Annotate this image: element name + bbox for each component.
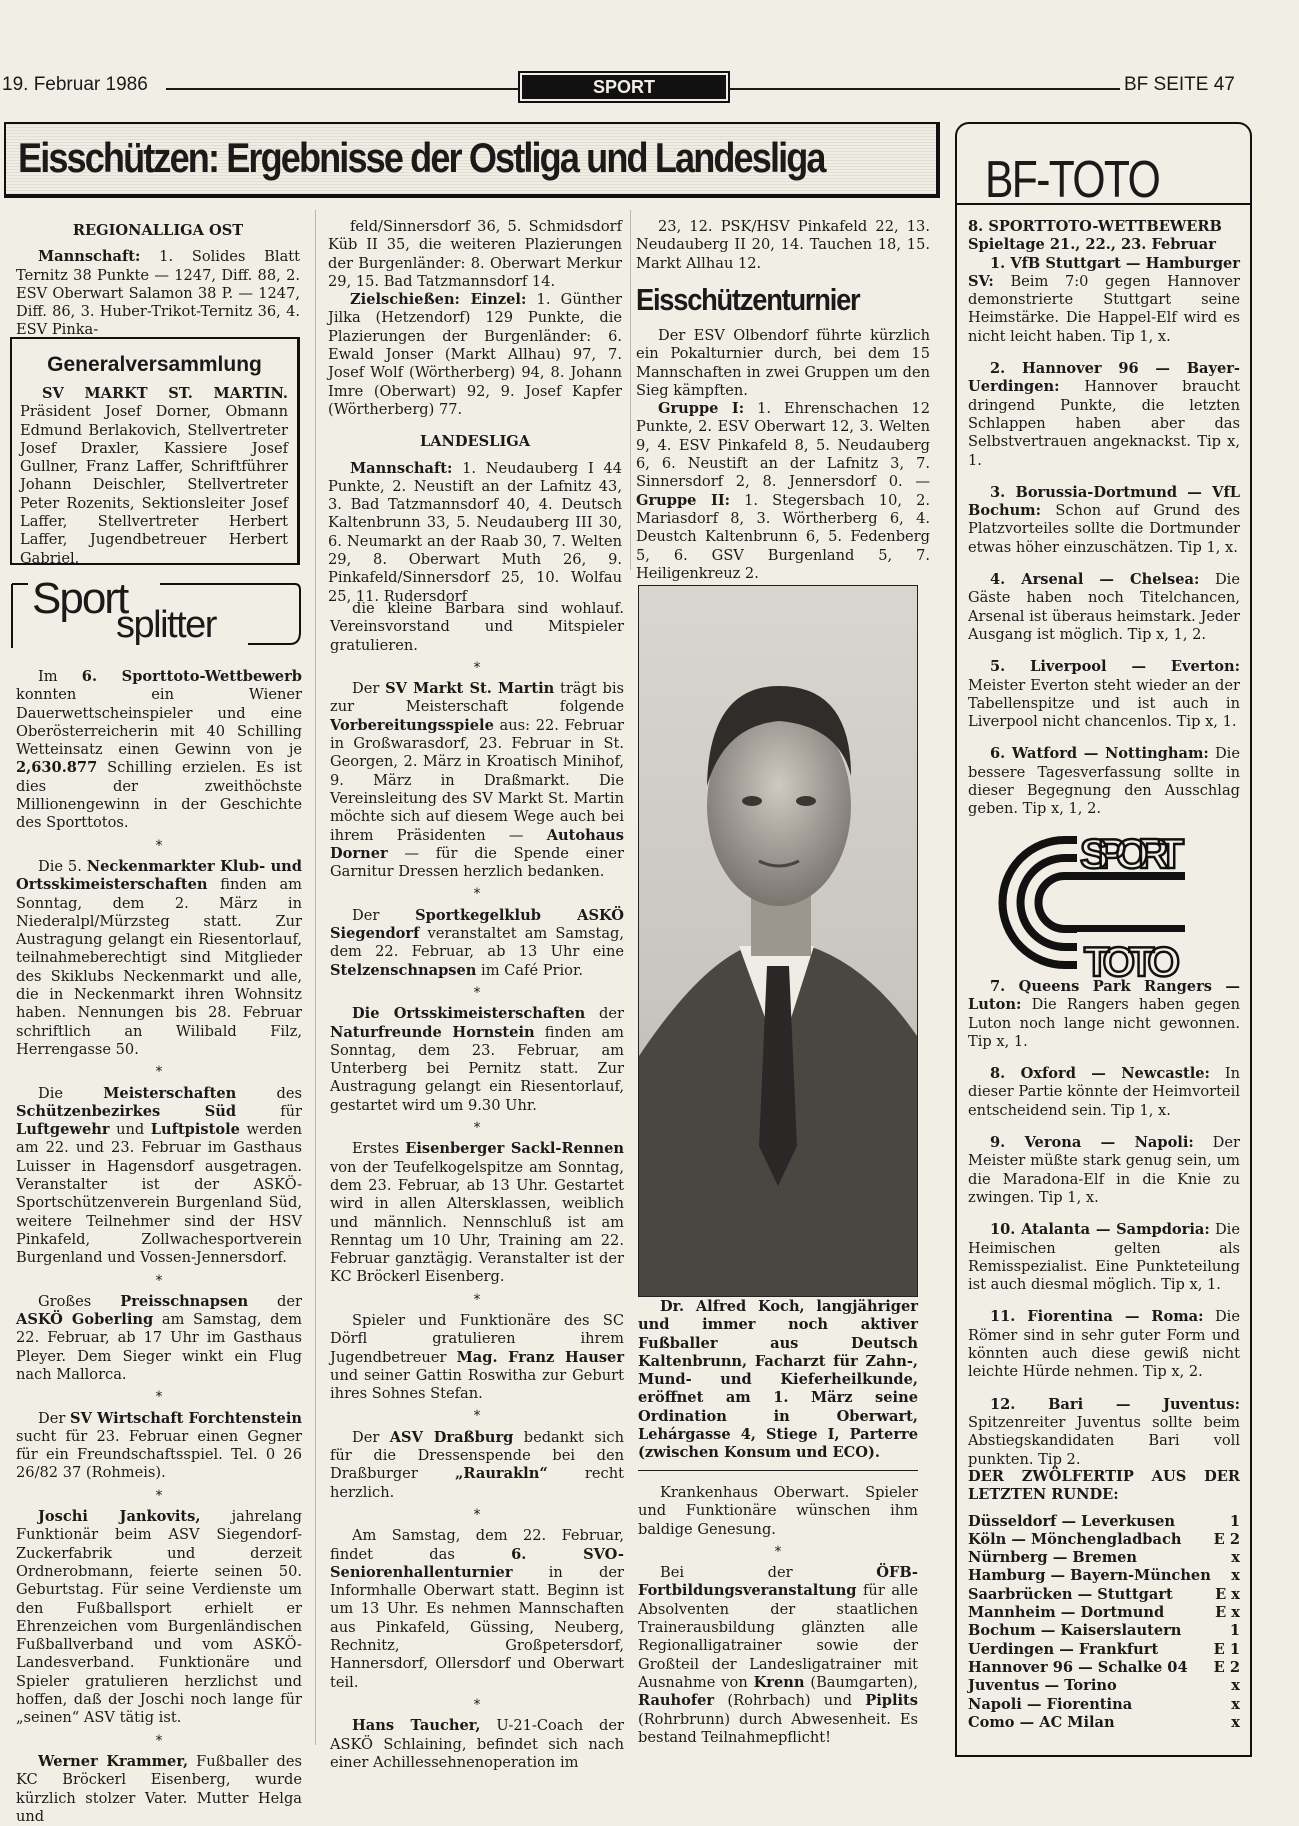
text: veranstaltet am Samstag, dem 22. Februar, ab 13 Uhr eine: [330, 925, 624, 961]
zwoelfertip-row: [968, 1604, 1240, 1622]
paragraph: [968, 360, 1240, 470]
paragraph: [16, 248, 300, 339]
bold-text: Eisenberger Sackl-Rennen: [405, 1140, 624, 1158]
bold-text: 6. Sporttoto-Wettbewerb: [81, 668, 302, 685]
bold-text: Piplits: [865, 1692, 918, 1710]
paragraph: [968, 745, 1240, 818]
asterisk-separator: *: [473, 1408, 481, 1425]
article-eisschuetzenturnier: [636, 327, 930, 583]
bold-text: 12. Bari — Juventus:: [990, 1395, 1240, 1413]
text: finden am Sonntag, dem 2. März in Niederalpl/Mürzsteg statt. Zur Austragung gelangt ein Riesentorlauf, teilnahmeberechtigt sind Mitglieder des Skiklubs Neckenmarkt und alle, die in Neckenmarkt ihren Wohnsitz haben. Nennungen bis 28. Februar schriftlich an Wilibald Filz, Herrengasse 50.: [16, 876, 302, 1058]
text: für alle Absolventen der staatlichen Trainerausbildung glänzten alle Regionalligatrainer sowie der Großteil der Landesligatrainer mit Ausnahme von: [638, 1582, 918, 1691]
paragraph: [638, 1484, 918, 1539]
portrait-illustration: [639, 586, 917, 1296]
text: 1. Stegersbach 10, 2. Mariasdorf 8, 3. Wörtherberg 6, 4. Deustch Kaltenbrunn 6, 5. Fedenberg 5, 6. GSV Burgenland 5, 7. Heiligenkreuz 2.: [636, 491, 931, 582]
zwoelfertip-title: DER ZWÖLFERTIP AUS DER LETZTEN RUNDE:: [968, 1468, 1240, 1504]
text: Krankenhaus Oberwart. Spieler und Funktionäre wünschen ihm baldige Genesung.: [638, 1484, 918, 1538]
bold-text: Gruppe II:: [636, 491, 731, 509]
text: 1. Solides Blatt Ternitz 38 Punkte — 1247, Diff. 88, 2. ESV Oberwart Salamon 38 P. — 1247, Diff. 86, 3. Huber-Trikot-Ternitz 36, 4. ESV Pinka-: [16, 248, 300, 339]
paragraph: [968, 1065, 1240, 1120]
paragraph: [328, 460, 622, 606]
sport-toto-logo-graphic: [985, 820, 1210, 985]
text: im Café Prior.: [476, 961, 583, 979]
zwoelfertip-row: [968, 1622, 1240, 1640]
text: Die Heimischen gelten als Remisspezialist. Eine Punkteteilung ist auch diesmal möglich. Tip x, 1.: [968, 1221, 1240, 1294]
bold-text: Preisschnapsen: [120, 1292, 249, 1310]
text: Großes: [38, 1292, 121, 1310]
tip: x: [1231, 1695, 1240, 1713]
asterisk-separator: *: [155, 1389, 163, 1406]
text: Fußballer des KC Bröckerl Eisenberg, wurde kürzlich stolzer Vater. Mutter Helga und: [16, 1752, 302, 1825]
paragraph: [968, 1396, 1240, 1469]
paragraph: [16, 668, 302, 833]
section-label-box: [518, 71, 730, 103]
match: Uerdingen — Frankfurt: [968, 1640, 1159, 1658]
match: Mannheim — Dortmund: [968, 1604, 1165, 1622]
bold-text: Luftpistole: [150, 1121, 240, 1139]
asterisk-separator: *: [473, 1506, 481, 1523]
asterisk-separator: *: [473, 886, 481, 903]
text: Der: [352, 906, 416, 924]
bold-text: Rauhofer: [638, 1692, 715, 1710]
text: 1. Günther Jilka (Hetzendorf) 129 Punkte, die Plazierungen der Burgenländer: 6. Ewald Jonser (Markt Allhau) 97, 7. Josef Wolf (Wörtherberg) 94, 8. Johann Imre (Oberwart) 92, 9. Josef Kapfer (Wörtherberg) 77.: [328, 291, 622, 418]
match: Hannover 96 — Schalke 04: [968, 1658, 1188, 1676]
text: Hannover braucht dringend Punkte, die letzten Schlappen haben aber das Selbstvertrauen angeknackst. Tip x, 1.: [968, 378, 1240, 469]
bold-text: 1. VfB Stuttgart — Hamburger SV:: [968, 254, 1240, 290]
text: Der: [352, 1428, 390, 1446]
zwoelfertip-row: [968, 1531, 1240, 1549]
paragraph: [330, 907, 624, 980]
paragraph: [328, 218, 622, 291]
asterisk-separator: *: [473, 659, 481, 676]
bold-text: ASKÖ Goberling: [16, 1311, 154, 1329]
match: Köln — Mönchengladbach: [968, 1530, 1182, 1548]
paragraph: [16, 1085, 302, 1268]
text: am Samstag, dem 22. Februar, ab 17 Uhr im Gasthaus Pleyer. Dem Sieger winkt ein Flug nach Mallorca.: [16, 1311, 302, 1383]
text: Der: [352, 680, 386, 698]
bold-text: Mannschaft:: [350, 459, 453, 477]
match: Düsseldorf — Leverkusen: [968, 1512, 1176, 1530]
paragraph: [636, 327, 930, 400]
zwoelfertip-row: [968, 1567, 1240, 1585]
match: Como — AC Milan: [968, 1713, 1115, 1731]
asterisk-separator: *: [774, 1543, 782, 1560]
bold-text: 8. Oxford — Newcastle:: [990, 1065, 1210, 1083]
text: Die Römer sind in sehr guter Form und könnten auch diese gewiß nicht leichte Hürde nehmen. Tip x, 2.: [968, 1308, 1240, 1381]
paragraph: [968, 571, 1240, 644]
text: feld/Sinnersdorf 36, 5. Schmidsdorf Küb II 35, die weiteren Plazierungen der Burgenländer: 8. Oberwart Merkur 29, 15. Bad Tatzmannsdorf 14.: [328, 218, 622, 290]
match: Napoli — Fiorentina: [968, 1695, 1133, 1713]
bold-text: Luftgewehr: [16, 1121, 110, 1139]
text: Die 5.: [38, 857, 87, 875]
paragraph: [968, 658, 1240, 731]
bold-text: 3. Borussia-Dortmund — VfL Bochum:: [968, 483, 1240, 520]
tip: E x: [1215, 1585, 1240, 1603]
tip: x: [1231, 1713, 1240, 1731]
column-divider: [630, 210, 631, 570]
svg-text:SPORT: SPORT: [1080, 830, 1184, 877]
sportsplitter-title-bottom: splitter: [116, 604, 216, 646]
sportsplitter-column-2: [330, 600, 624, 1772]
asterisk-separator: *: [473, 1120, 481, 1137]
paragraph: [968, 484, 1240, 557]
text: und: [109, 1121, 151, 1139]
text: In dieser Partie könnte der Heimvorteil entscheidend sein. Tip 1, x.: [968, 1065, 1240, 1119]
bold-text: Gruppe I:: [658, 400, 745, 418]
bold-text: ÖFB-Fortbildungsveranstaltung: [638, 1564, 918, 1600]
text: (Rohrbrunn) durch Abwesenheit. Es bestand Teilnahmepflicht!: [638, 1710, 918, 1746]
bold-text: Naturfreunde Hornstein: [330, 1023, 535, 1041]
page-number: BF SEITE 47: [1124, 74, 1235, 95]
paragraph: [330, 1429, 624, 1502]
paragraph: [16, 1753, 302, 1826]
tip: E 2: [1213, 1530, 1240, 1548]
article-regionalliga: [16, 218, 300, 340]
text: Am Samstag, dem 22. Februar, findet das: [330, 1527, 624, 1563]
bold-text: Autohaus Dorner: [330, 826, 624, 862]
text: des: [236, 1084, 302, 1102]
text: trägt bis zur Meisterschaft folgende: [330, 680, 625, 716]
bold-text: Joschi Jankovits,: [38, 1508, 201, 1526]
bold-text: SV MARKT ST. MARTIN.: [42, 385, 288, 402]
paragraph: [16, 1293, 302, 1384]
text: — für die Spende einer Garnitur Dressen herzlich bedanken.: [330, 844, 624, 881]
paragraph: [638, 1564, 918, 1747]
text: 23, 12. PSK/HSV Pinkafeld 22, 13. Neudauberg II 20, 14. Tauchen 18, 15. Markt Allhau 12.: [636, 218, 930, 272]
paragraph: [636, 400, 930, 583]
paragraph: [968, 1134, 1240, 1207]
caption-divider: [638, 1470, 918, 1471]
text: Die bessere Tagesverfassung sollte in dieser Begegnung den Ausschlag geben. Tip x, 1, 2.: [968, 745, 1240, 818]
bold-text: 6. Watford — Nottingham:: [990, 745, 1209, 763]
text: Beim 7:0 gegen Hannover demonstrierte Stuttgart seine Heimstärke. Die Happel-Elf wird es nicht leicht haben. Tip 1, x.: [968, 272, 1240, 345]
asterisk-separator: *: [473, 1291, 481, 1308]
tip: E x: [1215, 1604, 1240, 1622]
turnier-title: Eisschützenturnier: [636, 282, 860, 317]
sportsplitter-title-top: Sport: [32, 574, 128, 623]
text: 1. Ehrenschachen 12 Punkte, 2. ESV Oberwart 12, 3. Welten 9, 4. ESV Pinkafeld 8, 5. Neudauberg 6, 6. Neustift an der Lafnitz 3, 7. Sinnersdorf 2, 8. Jennersdorf 0. —: [636, 400, 930, 491]
zwoelfertip-row: [968, 1641, 1240, 1659]
bold-text: Stelzenschnapsen: [330, 961, 477, 979]
paragraph: [636, 218, 930, 273]
toto-predictions-a: [968, 218, 1240, 819]
asterisk-separator: *: [155, 1272, 163, 1289]
text: 1. Neudauberg I 44 Punkte, 2. Neustift an der Lafnitz 43, 3. Bad Tatzmannsdorf 40, 4. Deutsch Kaltenbrunn 33, 5. Neudauberg III 30, 6. Neumarkt an der Raab 30, 7. Welten 29, 8. Oberwart Muth 26, 9. Pinkafeld/Sinnersdorf 25, 10. Wolfau 25, 11. Rudersdorf: [328, 459, 622, 605]
headline-box: [4, 122, 940, 198]
bold-text: 9. Verona — Napoli:: [990, 1134, 1194, 1152]
paragraph: [330, 1312, 624, 1403]
text: sucht für 23. Februar einen Gegner für ein Freundschaftsspiel. Tel. 0 26 26/82 37 (Rohmeis).: [16, 1427, 302, 1482]
masthead-rule-left: [166, 88, 518, 90]
paragraph: [968, 978, 1240, 1051]
text: werden am 22. und 23. Februar im Gasthaus Luisser in Hagensdorf ausgetragen. Veranstalter ist der ASKÖ-Sportschützenverein Burgenland Süd, weitere Teilnehmer sind der HSV Pinkafeld, Zollwachesportverein Burgenland und Vossen-Jennersdorf.: [16, 1121, 303, 1267]
zwoelfertip-row: [968, 1586, 1240, 1604]
zwoelfertip-row: [968, 1714, 1240, 1732]
asterisk-separator: *: [155, 1732, 163, 1749]
bold-text: Vorbereitungsspiele: [330, 716, 494, 734]
bold-text: 10. Atalanta — Sampdoria:: [990, 1221, 1210, 1239]
text: Spitzenreiter Juventus sollte beim Abstiegskandidaten Bari voll punkten. Tip 2.: [968, 1413, 1240, 1468]
text: Erstes: [352, 1140, 406, 1158]
paragraph: [968, 1308, 1240, 1381]
bold-text: 7. Queens Park Rangers — Luton:: [968, 978, 1240, 1014]
match: Saarbrücken — Stuttgart: [968, 1585, 1173, 1603]
zwoelfertip-row: [968, 1513, 1240, 1531]
paragraph: [330, 680, 624, 881]
text: Schon auf Grund des Platzvorteiles sollte die Dortmunder etwas höher einzuschätzen. Tip 1, x.: [968, 502, 1240, 556]
text: Die: [38, 1084, 104, 1102]
text: (Rohrbach) und: [714, 1692, 866, 1710]
sport-toto-logo: [985, 820, 1210, 985]
text: aus: 22. Februar in Großwarasdorf, 23. Februar in St. Georgen, 2. März in Kroatisch Minihof, 9. März in Draßmarkt. Die Vereinsleitung des SV Markt St. Martin möchte sich auf diesem Wege auch bei ihrem Präsidenten —: [330, 716, 624, 844]
bold-text: Werner Krammer,: [38, 1752, 189, 1770]
text: Der: [38, 1409, 71, 1427]
bold-text: Die Ortsskimeisterschaften: [352, 1005, 586, 1023]
bold-text: Hans Taucher,: [352, 1717, 481, 1735]
bold-text: Krenn: [753, 1673, 805, 1691]
tip: E 2: [1213, 1658, 1240, 1676]
bold-text: Meisterschaften: [103, 1084, 237, 1102]
sportsplitter-column-1: [16, 668, 302, 1826]
bold-text: 11. Fiorentina — Roma:: [990, 1308, 1204, 1326]
portrait-photo: [638, 585, 918, 1297]
paragraph: [968, 255, 1240, 346]
svg-text:TOTO: TOTO: [1084, 938, 1180, 985]
article-ostliga-end: [636, 218, 930, 273]
text: Die Rangers haben gegen Luton noch lange nicht gewonnen. Tip x, 1.: [968, 996, 1240, 1050]
text: Die Gäste haben noch Titelchancen, Arsenal ist überaus heimstark. Jeder Ausgang ist möglich. Tip x, 1, 2.: [968, 571, 1240, 643]
bold-text: Dr. Alfred Koch, langjähriger und immer noch aktiver Fußballer aus Deutsch Kaltenbrunn, Facharzt für Zahn-, Mund- und Kieferheilkunde, eröffnet am 1. März seine Ordination in Oberwart, Lehárgasse 4, Stiege I, Parterre (zwischen Konsum und ECO).: [638, 1298, 918, 1462]
text: in der Informhalle Oberwart statt. Beginn ist um 13 Uhr. Es nehmen Mannschaften aus Pinkafeld, Güssing, Neuberg, Rechnitz, Großpetersdorf, Hannersdorf, Ollersdorf und Oberwart teil.: [330, 1563, 624, 1691]
bold-text: SV Markt St. Martin: [385, 680, 555, 698]
sportsplitter-column-3: [638, 1484, 918, 1747]
bold-text: ASV Draßburg: [389, 1428, 514, 1446]
bold-text: Neckenmarkter Klub- und Ortsskimeisterschaften: [16, 857, 302, 894]
photo-caption: [638, 1298, 918, 1463]
bold-text: „Raurakln“: [455, 1465, 548, 1483]
text: (Baumgarten),: [804, 1673, 918, 1691]
toto-subheading: Spieltage 21., 22., 23. Februar: [968, 236, 1216, 254]
text: Der Meister müßte stark genug sein, um die Maradona-Elf in die Knie zu zwingen. Tip 1, x.: [968, 1134, 1240, 1206]
text: Meister Everton steht wieder an der Tabellenspitze und ist auch in Liverpool nicht chancenlos. Tip x, 1.: [968, 676, 1240, 731]
paragraph: [16, 1508, 302, 1728]
text: für: [236, 1102, 302, 1120]
text: konnten ein Wiener Dauerwettscheinspieler und eine Oberösterreicherin mit 40 Schilling Wetteinsatz einen Gewinn von je: [16, 686, 302, 759]
zwoelfertip-row: [968, 1677, 1240, 1695]
tip: x: [1231, 1677, 1240, 1695]
zwoelfertip-table: [968, 1513, 1240, 1733]
asterisk-separator: *: [155, 1064, 163, 1081]
bold-text: Zielschießen: Einzel:: [350, 291, 527, 309]
text: Präsident Josef Dorner, Obmann Edmund Berlakovich, Stellvertreter Josef Draxler, Kassiere Josef Gullner, Franz Laffer, Schriftführer Johann Deischler, Stellvertreter Peter Rozenits, Sektionsleiter Josef Laffer, Stellvertreter Herbert Laffer, Jugendbetreuer Herbert Gabriel.: [20, 403, 288, 567]
toto-heading: 8. SPORTTOTO-WETTBEWERB: [968, 218, 1222, 235]
match: Nürnberg — Bremen: [968, 1549, 1138, 1567]
bold-text: 2,630.877: [16, 759, 98, 777]
tip: 1: [1229, 1512, 1240, 1530]
paragraph: [330, 1005, 624, 1115]
zwoelfertip-row: [968, 1659, 1240, 1677]
bold-text: SV Wirtschaft Forchtenstein: [70, 1409, 302, 1427]
bold-text: Schützenbezirkes Süd: [16, 1102, 237, 1120]
sportsplitter-header: [10, 574, 302, 652]
tip: E 1: [1213, 1640, 1240, 1658]
tip: x: [1231, 1567, 1240, 1585]
text: Im: [38, 668, 82, 685]
match: Bochum — Kaiserslautern: [968, 1622, 1182, 1640]
bold-text: Sportkegelklub ASKÖ Siegendorf: [330, 906, 624, 943]
zwoelfertip-row: [968, 1549, 1240, 1567]
text: Bei der: [660, 1564, 877, 1582]
match: Hamburg — Bayern-München: [968, 1567, 1211, 1585]
generalversammlung-title: Generalversammlung: [47, 353, 262, 376]
bold-text: 5. Liverpool — Everton:: [990, 658, 1240, 676]
paragraph: [638, 1298, 918, 1463]
column-divider: [315, 210, 316, 1745]
generalversammlung-text: [20, 385, 288, 568]
bf-toto-title: BF-TOTO: [985, 151, 1160, 209]
bold-text: 6. SVO-Seniorenhallenturnier: [330, 1545, 624, 1581]
zwoelfertip-row: [968, 1696, 1240, 1714]
masthead-rule-right: [730, 88, 1120, 90]
generalversammlung-box: [10, 337, 300, 565]
subhead-regionalliga: REGIONALLIGA OST: [72, 222, 244, 239]
text: der: [248, 1292, 302, 1310]
paragraph: [330, 1527, 624, 1692]
paragraph: [328, 291, 622, 419]
paragraph: [20, 385, 288, 568]
toto-predictions-b: [968, 978, 1240, 1469]
tip: x: [1231, 1549, 1240, 1567]
tip: 1: [1229, 1622, 1240, 1640]
text: von der Teufelkogelspitze am Sonntag, dem 23. Februar, ab 13 Uhr. Gestartet wird in allen Altersklassen, weiblich und männlich. Nennschluß ist am Renntag um 10 Uhr, Training am 22. Februar ganztägig. Veranstalter ist der KC Bröckerl Eisenberg.: [330, 1158, 624, 1286]
asterisk-separator: *: [473, 984, 481, 1001]
paragraph: [330, 600, 624, 655]
issue-date: 19. Februar 1986: [2, 74, 148, 95]
paragraph: [330, 1140, 624, 1286]
asterisk-separator: *: [473, 1696, 481, 1713]
bold-text: 2. Hannover 96 — Bayer-Uerdingen:: [968, 360, 1240, 396]
article-ostliga-continued: [328, 218, 622, 606]
section-label: SPORT: [522, 75, 726, 99]
headline: Eisschützen: Ergebnisse der Ostliga und Landesliga: [18, 134, 825, 181]
zwoelfertip: [968, 1468, 1240, 1732]
text: und seiner Gattin Roswitha zur Geburt ihres Sohnes Stefan.: [330, 1366, 624, 1403]
paragraph: [16, 1410, 302, 1483]
text: finden am Sonntag, dem 23. Februar, am Unterberg bei Pernitz statt. Zur Austragung gelangt ein Riesentorlauf, gestartet wird um 9.30 Uhr.: [330, 1023, 624, 1114]
text: Der ESV Olbendorf führte kürzlich ein Pokalturnier durch, bei dem 15 Mannschaften in zwei Gruppen um den Sieg kämpften.: [636, 327, 930, 399]
subhead-landesliga: LANDESLIGA: [419, 433, 531, 451]
text: die kleine Barbara sind wohlauf. Vereinsvorstand und Mitspieler gratulieren.: [330, 600, 624, 654]
text: recht herzlich.: [330, 1465, 624, 1501]
bold-text: Mag. Franz Hauser: [456, 1348, 625, 1366]
asterisk-separator: *: [155, 1487, 163, 1504]
text: bedankt sich für die Dressenspende bei den Draßburger: [330, 1428, 624, 1483]
match: Juventus — Torino: [968, 1677, 1117, 1695]
bold-text: Mannschaft:: [38, 248, 141, 266]
text: jahrelang Funktionär beim ASV Siegendorf-Zuckerfabrik und derzeit Ordnerobmann, feierte seinen 50. Geburtstag. Für seine Verdienste um den Fußballsport erhielt er Ehrenzeichen vom Burgenländischen Fußballverband und vom ASKÖ-Landesverband. Funktionäre und Spieler gratulieren herzlichst und hoffen, daß der Joschi noch lange für „seinen“ ASV tätig ist.: [16, 1508, 302, 1727]
bold-text: 4. Arsenal — Chelsea:: [990, 571, 1200, 589]
text: der: [585, 1005, 624, 1023]
text: U-21-Coach der ASKÖ Schlaining, befindet sich nach einer Achillessehnenoperation im: [330, 1717, 624, 1771]
asterisk-separator: *: [155, 837, 163, 854]
paragraph: [330, 1717, 624, 1772]
paragraph: [968, 1221, 1240, 1294]
paragraph: [16, 858, 302, 1059]
text: Schilling erzielen. Es ist dies der zweithöchste Millionengewinn in der Geschichte des Sporttotos.: [16, 759, 302, 832]
text: Spieler und Funktionäre des SC Dörfl gratulieren ihrem Jugendbetreuer: [330, 1311, 624, 1366]
